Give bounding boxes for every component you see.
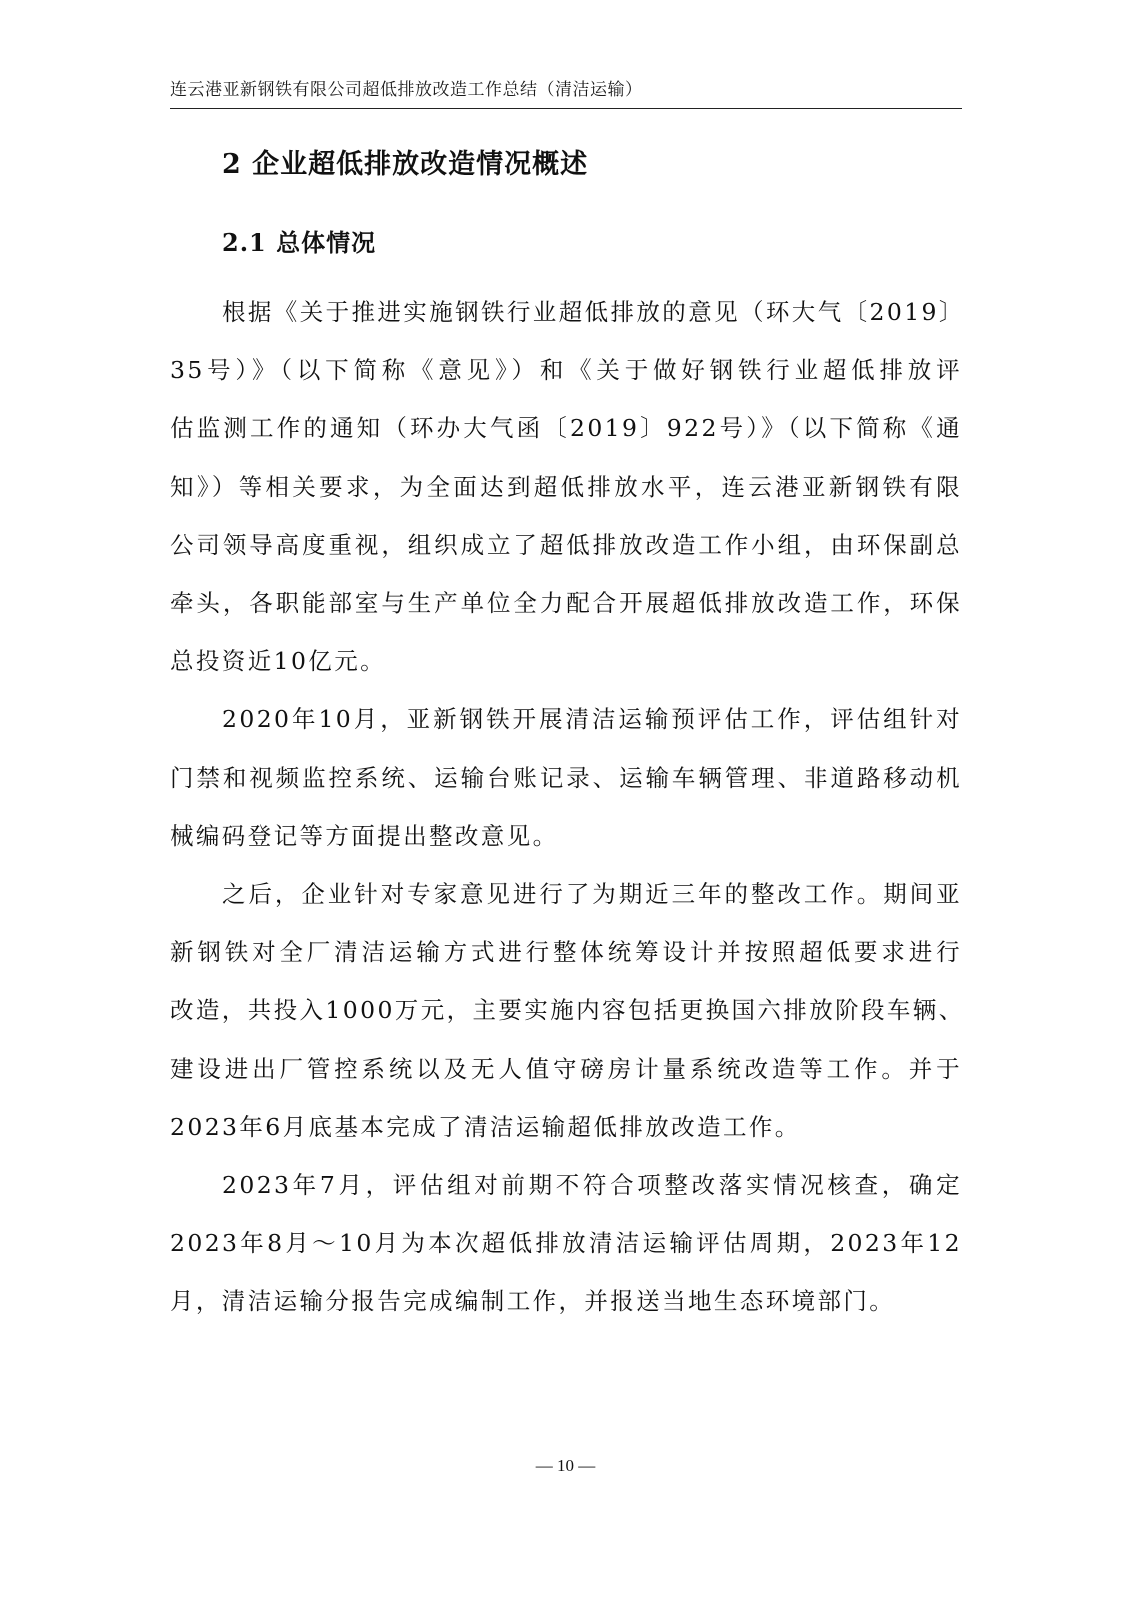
- page-number: — 10 —: [535, 1456, 596, 1475]
- text-line: 公司领导高度重视，组织成立了超低排放改造工作小组，由环保副总: [170, 530, 962, 559]
- text-line: 月，清洁运输分报告完成编制工作，并报送当地生态环境部门。: [170, 1287, 896, 1316]
- header-divider: [170, 108, 962, 109]
- body-text: [170, 283, 965, 1331]
- text-line: 改造，共投入1000万元，主要实施内容包括更换国六排放阶段车辆、: [170, 996, 965, 1025]
- paragraph-rectification: [170, 865, 965, 1156]
- text-line: 之后，企业针对专家意见进行了为期近三年的整改工作。期间亚: [222, 880, 962, 909]
- text-line: 2020年10月，亚新钢铁开展清洁运输预评估工作，评估组针对: [222, 705, 962, 734]
- paragraph-pre-assessment: [170, 690, 962, 865]
- text-line: 门禁和视频监控系统、运输台账记录、运输车辆管理、非道路移动机: [170, 763, 962, 792]
- subsection-heading: 2.1 总体情况: [222, 228, 377, 257]
- text-line: 35号）》（以下简称《意见》）和《关于做好钢铁行业超低排放评: [170, 356, 962, 385]
- section-heading: 2 企业超低排放改造情况概述: [222, 149, 589, 180]
- text-line: 2023年8月～10月为本次超低排放清洁运输评估周期，2023年12: [170, 1229, 962, 1258]
- text-line: 牵头，各职能部室与生产单位全力配合开展超低排放改造工作，环保: [170, 589, 962, 618]
- text-line: 2023年6月底基本完成了清洁运输超低排放改造工作。: [170, 1112, 801, 1141]
- text-line: 估监测工作的通知（环办大气函〔2019〕922号）》（以下简称《通: [170, 414, 962, 443]
- text-line: 2023年7月，评估组对前期不符合项整改落实情况核查，确定: [222, 1171, 962, 1200]
- running-header: 连云港亚新钢铁有限公司超低排放改造工作总结（清洁运输）: [170, 80, 643, 100]
- paragraph-assessment-period: [170, 1156, 962, 1331]
- text-line: 根据《关于推进实施钢铁行业超低排放的意见（环大气〔2019〕: [222, 298, 965, 326]
- text-line: 总投资近10亿元。: [170, 647, 387, 676]
- text-line: 械编码登记等方面提出整改意见。: [170, 821, 559, 850]
- text-line: 建设进出厂管控系统以及无人值守磅房计量系统改造等工作。并于: [170, 1054, 962, 1083]
- text-line: 知》）等相关要求，为全面达到超低排放水平，连云港亚新钢铁有限: [170, 472, 962, 501]
- text-line: 新钢铁对全厂清洁运输方式进行整体统筹设计并按照超低要求进行: [170, 938, 962, 967]
- paragraph-overview: [170, 283, 965, 690]
